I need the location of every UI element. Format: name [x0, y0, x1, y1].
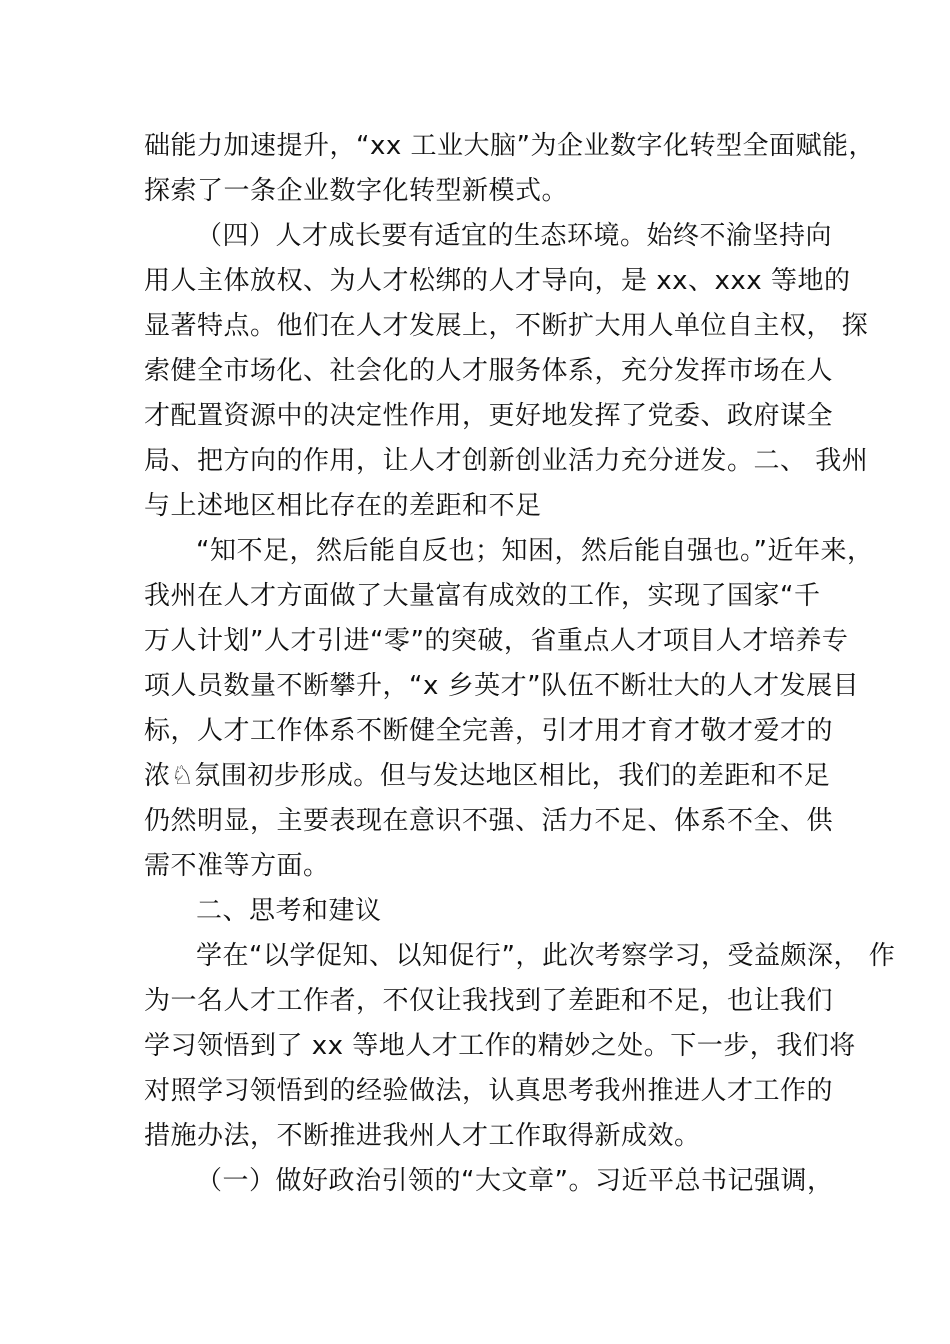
document-body	[144, 124, 896, 1204]
text-line: 局、把方向的作用，让人才创新创业活力充分迸发。二、 我州	[144, 446, 869, 476]
text-line: 础能力加速提升，“xx 工业大脑”为企业数字化转型全面赋能，	[144, 131, 875, 161]
text-line: “知不足，然后能自反也；知困，然后能自强也。”近年来，	[196, 536, 874, 566]
text-line: 标，人才工作体系不断健全完善，引才用才育才敬才爱才的	[144, 716, 834, 746]
text-line: 对照学习领悟到的经验做法，认真思考我州推进人才工作的	[144, 1076, 834, 1106]
text-line: （一）做好政治引领的“大文章”。习近平总书记强调，	[196, 1166, 834, 1196]
text-line: 我州在人才方面做了大量富有成效的工作，实现了国家“千	[144, 581, 821, 611]
text-line: 学在“以学促知、以知促行”，此次考察学习，受益颇深， 作	[196, 941, 896, 971]
section-heading: 二、思考和建议	[196, 896, 382, 926]
text-line: 仍然明显，主要表现在意识不强、活力不足、体系不全、供	[144, 806, 834, 836]
text-line: 学习领悟到了 xx 等地人才工作的精妙之处。下一步，我们将	[144, 1031, 856, 1061]
text-line: 索健全市场化、社会化的人才服务体系，充分发挥市场在人	[144, 356, 834, 386]
text-line: 探索了一条企业数字化转型新模式。	[144, 176, 569, 206]
text-line: 万人计划”人才引进“零”的突破，省重点人才项目人才培养专	[144, 626, 849, 656]
text-line: 浓♘氛围初步形成。但与发达地区相比，我们的差距和不足	[144, 761, 831, 791]
text-line: 项人员数量不断攀升，“x 乡英才”队伍不断壮大的人才发展目	[144, 671, 860, 701]
text-line: （四）人才成长要有适宜的生态环境。始终不渝坚持向	[196, 221, 833, 251]
text-line: 与上述地区相比存在的差距和不足	[144, 491, 542, 521]
text-line: 措施办法，不断推进我州人才工作取得新成效。	[144, 1121, 701, 1151]
text-line: 才配置资源中的决定性作用，更好地发挥了党委、政府谋全	[144, 401, 834, 431]
text-line: 需不准等方面。	[144, 851, 330, 881]
text-line: 用人主体放权、为人才松绑的人才导向，是 xx、xxx 等地的	[144, 266, 851, 296]
text-line: 显著特点。他们在人才发展上，不断扩大用人单位自主权， 探	[144, 311, 869, 341]
text-line: 为一名人才工作者，不仅让我找到了差距和不足，也让我们	[144, 986, 834, 1016]
